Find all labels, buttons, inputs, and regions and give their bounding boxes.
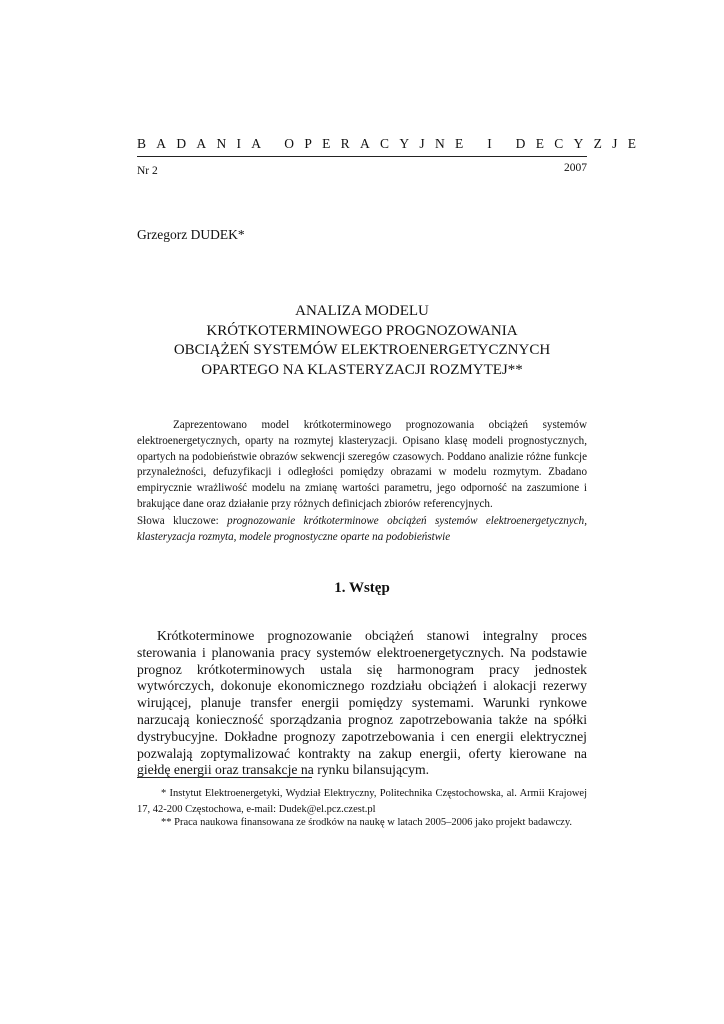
title-line: ANALIZA MODELU	[295, 303, 429, 319]
title-line: KRÓTKOTERMINOWEGO PROGNOZOWANIA	[206, 322, 518, 339]
issue-year: 2007	[564, 162, 587, 174]
author-name: Grzegorz DUDEK*	[137, 227, 245, 242]
keywords-label: Słowa kluczowe:	[137, 515, 219, 527]
footnote-affiliation: * Instytut Elektroenergetyki, Wydział Elektryczny, Politechnika Częstochowska, al. Armii Krajowej 17, 42-200 Częstochowa, e-mail: Dudek@el.pcz.czest.pl	[137, 788, 587, 815]
footnote-funding: ** Praca naukowa finansowana ze środków na naukę w latach 2005–2006 jako projekt badawczy.	[161, 817, 573, 828]
section-heading: 1. Wstęp	[334, 580, 390, 596]
header-rule	[137, 156, 587, 157]
article-title	[137, 302, 587, 380]
body-paragraph: Krótkoterminowe prognozowanie obciążeń stanowi integralny proces sterowania i planowania pracy systemów elektroenergetycznych. Na podstawie prognoz krótkoterminowych ustala się harmonogram pracy jednostek wytwórczych, dokonuje ekonomicznego rozdziału obciążeń i alokacji rezerwy wirującej, planuje transfer energii pomiędzy systemami. Warunki rynkowe narzucają konieczność sporządzania prognoz zapotrzebowania także na spółki dystrybucyjne. Dokładne prognozy zapotrzebowania i cen energii elektrycznej pozwalają zoptymalizować kontrakty na zakup energii, oferty kierowane na giełdę energii oraz transakcje na rynku bilansującym.	[137, 628, 587, 778]
title-line: OBCIĄŻEŃ SYSTEMÓW ELEKTROENERGETYCZNYCH	[173, 342, 551, 358]
title-line: OPARTEGO NA KLASTERYZACJI ROZMYTEJ**	[201, 361, 523, 378]
abstract: Zaprezentowano model krótkoterminowego prognozowania obciążeń systemów elektroenergetycznych, oparty na rozmytej klasteryzacji. Opisano klasę modeli prognostycznych, opartych na podobieństwie obrazów sekwencji szeregów czasowych. Poddano analizie różne funkcje przynależności, defuzyfikacji i odległości pomiędzy obrazami w modelu rozmytym. Zbadano empirycznie wrażliwość modelu na zmianę wartości parametru, jego odporność na zaszumione i brakujące dane oraz działanie przy różnych definicjach zbiorów referencyjnych.	[137, 419, 587, 510]
keywords	[137, 514, 587, 546]
keywords-list: prognozowanie krótkoterminowe obciążeń systemów elektroenergetycznych, klasteryzacja rozmyta, modele prognostyczne oparte na podobieństwie	[137, 515, 587, 543]
issue-number: Nr 2	[137, 165, 158, 177]
footnote-rule	[137, 777, 312, 778]
journal-title: BADANIA OPERACYJNE I DECYZJE	[137, 136, 647, 151]
